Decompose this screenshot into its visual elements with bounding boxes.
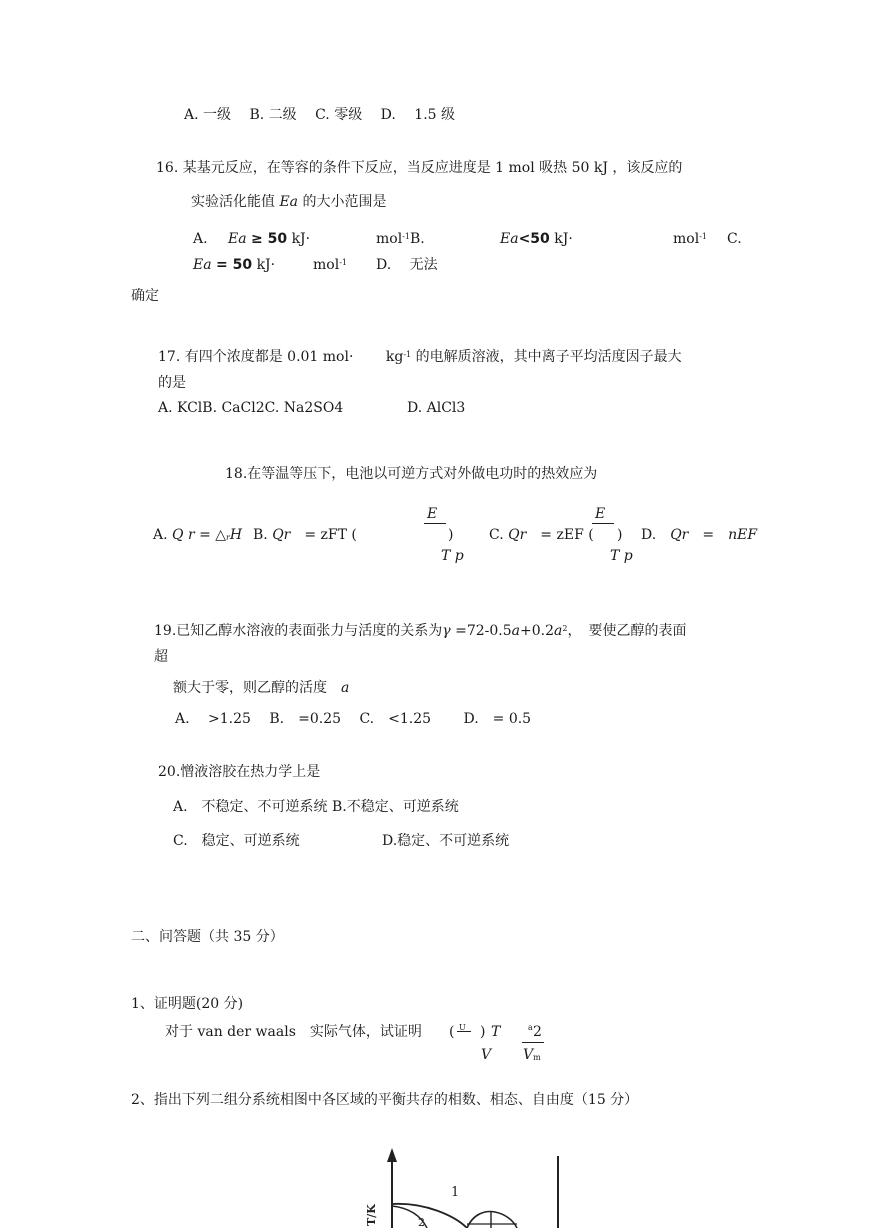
q18-option-c-frac-bar <box>592 523 614 524</box>
phase-diagram-axis-label: T/K <box>365 1204 378 1226</box>
q18-option-b-frac-num: E <box>427 506 438 522</box>
q19-stem-line1-continued: 超 <box>154 649 168 665</box>
q16-option-c-mol: mol$^{-1}$ <box>313 257 347 273</box>
q16-option-d: D. 无法 <box>376 257 438 273</box>
section2-q1-frac-bar-2 <box>522 1042 544 1043</box>
q16-option-c-label: C. <box>727 231 742 247</box>
q16-option-a: A. <box>193 231 208 247</box>
q17-stem-line1: 17. 有四个浓度都是 0.01 mol· $kg^{-1}$ 的电解质溶液，其中离子平均活度因子最大 <box>158 349 682 365</box>
q18-option-d: D. Qr = nEF <box>641 527 758 543</box>
q18-option-b: B. Qr = zFT ( <box>253 527 357 543</box>
section2-q1-paren-close: ) <box>480 1024 486 1040</box>
q20-option-c: C. 稳定、可逆系统 <box>173 833 300 849</box>
section2-q2-title: 2、指出下列二组分系统相图中各区域的平衡共存的相数、相态、自由度（15 分） <box>131 1092 639 1108</box>
phase-diagram-label-1: 1 <box>451 1185 460 1200</box>
q16-stem-line1: 16. 某基元反应，在等容的条件下反应，当反应进度是 1 mol 吸热 50 kJ ，该反应的 <box>156 160 683 176</box>
q18-option-c: C. Qr = zEF ( <box>489 527 594 543</box>
q20-option-d: D.稳定、不可逆系统 <box>382 833 510 849</box>
section2-q1-frac-bar-1 <box>457 1031 471 1032</box>
section2-q1-text: 对于 van der waals 实际气体，试证明 <box>165 1024 422 1040</box>
q16-option-b-mol: mol$^{-1}$ <box>673 231 707 247</box>
section2-q1-paren-sup: U <box>459 1023 466 1032</box>
section2-q1-2: 2 <box>533 1024 542 1040</box>
q18-option-c-frac-close: ) <box>617 527 623 543</box>
q18-option-b-frac-bar <box>424 523 446 524</box>
q20-stem: 20.憎液溶胶在热力学上是 <box>158 764 321 780</box>
q15-options: A. 一级 B. 二级 C. 零级 D. 1.5 级 <box>184 107 456 123</box>
q19-stem-line2: 额大于零，则乙醇的活度 a <box>173 680 350 696</box>
q16-option-a-expr: Ea ≥ 50 kJ· <box>228 231 311 247</box>
q17-option-d: D. AlCl3 <box>407 400 466 416</box>
q18-option-c-frac-num: E <box>595 506 606 522</box>
q16-option-c-expr: Ea = 50 kJ· <box>193 257 276 273</box>
q18-option-b-frac-close: ) <box>448 527 454 543</box>
q16-option-d-continued: 确定 <box>131 288 159 304</box>
phase-diagram-liquidus-left <box>392 1204 467 1228</box>
phase-diagram-y-axis-arrow <box>387 1148 397 1162</box>
section2-heading: 二、问答题（共 35 分） <box>131 929 284 945</box>
q16-option-b-expr: Ea<50 kJ· <box>500 231 573 247</box>
q20-options-ab: A. 不稳定、不可逆系统 B.不稳定、可逆系统 <box>173 799 459 815</box>
q16-option-a-mol: mol$^{-1}$B. <box>376 231 425 247</box>
phase-diagram <box>355 1140 575 1228</box>
q18-stem: 18.在等温等压下，电池以可逆方式对外做电功时的热效应为 <box>225 466 598 482</box>
q18-option-a: A. Q $r = \triangle_rH$ <box>153 527 243 543</box>
q17-stem-line2: 的是 <box>158 375 186 391</box>
section2-q1-title: 1、证明题(20 分) <box>131 996 244 1012</box>
q16-stem-line2: 实验活化能值 Ea 的大小范围是 <box>191 194 387 210</box>
section2-q1-v: V <box>481 1047 492 1063</box>
phase-diagram-label-2: 2 <box>418 1216 425 1228</box>
section2-q1-a: a <box>528 1023 533 1032</box>
q17-options-abc: A. KClB. CaCl2C. Na2SO4 <box>158 400 344 416</box>
q19-options: A. >1.25 B. =0.25 C. <1.25 D. = 0.5 <box>175 711 532 727</box>
q18-option-c-frac-den: T p <box>610 548 633 564</box>
phase-diagram-compound-curve <box>467 1212 517 1228</box>
section2-q1-vm: $V_m$ <box>523 1047 541 1063</box>
section2-q1-paren-open: ( <box>449 1024 455 1040</box>
q18-option-b-frac-den: T p <box>441 548 464 564</box>
section2-q1-t: T <box>491 1024 501 1040</box>
q19-stem-line1: 19.已知乙醇水溶液的表面张力与活度的关系为$\gamma =72-0.5a+0.2a^2$， 要使乙醇的表面 <box>154 623 687 639</box>
